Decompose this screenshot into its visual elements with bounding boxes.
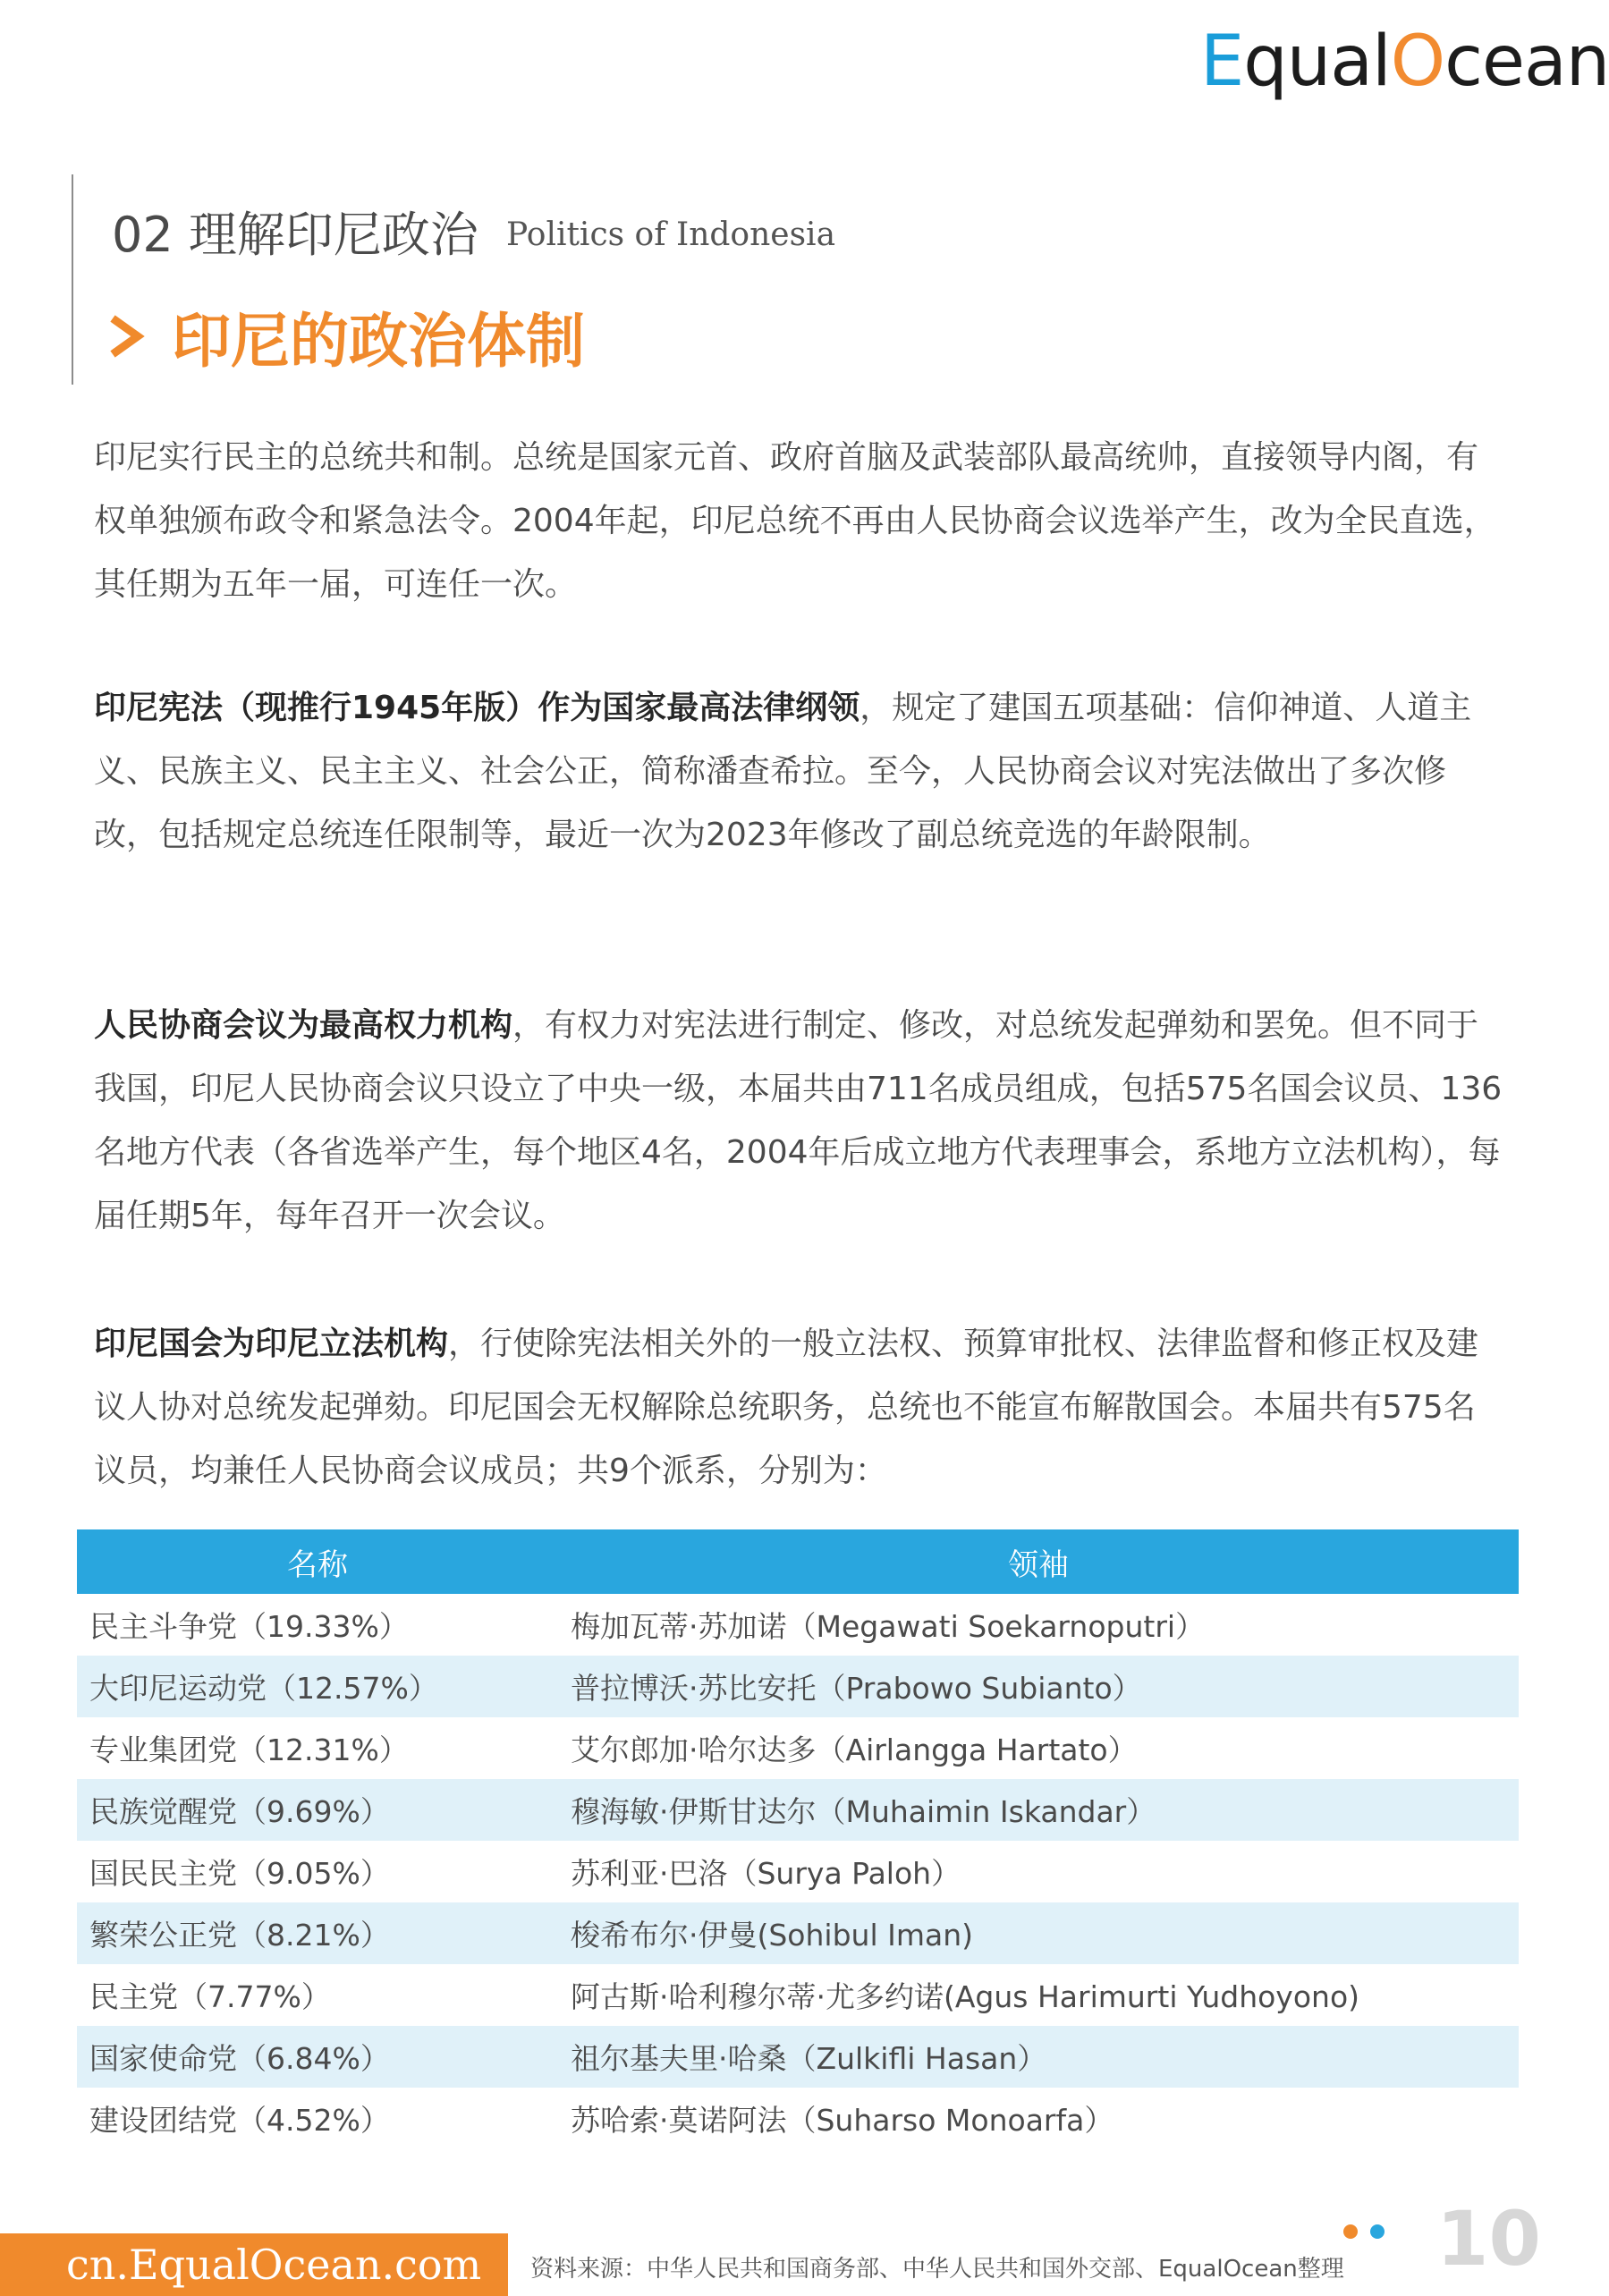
- party-cell: 繁荣公正党（8.21%）: [77, 1902, 558, 1964]
- paragraph-text: ，有权力对宪法进行制定、修改，对总统发起弹劾和罢免。但不同于我国，印尼人民协商会议只设立了中央一级，本届共由711名成员组成，包括575名国会议员、136名地方代表（各省选举产生，每个地区4名，2004年后成立地方代表理事会，系地方立法机构），每届任期5年，每年召开一次会议。: [94, 1007, 1503, 1234]
- paragraph-bold-lead: 人民协商会议为最高权力机构: [94, 1007, 513, 1044]
- party-table: [77, 1529, 1519, 2149]
- page-title: [107, 293, 585, 378]
- table-header-row: [77, 1529, 1519, 1594]
- paragraph-bold-lead: 印尼宪法（现推行1945年版）作为国家最高法律纲领: [94, 690, 860, 726]
- logo-text-qual: qual: [1243, 21, 1391, 102]
- paragraph-presidency: [94, 426, 1507, 616]
- table-row: [77, 1902, 1519, 1964]
- leader-cell: 苏利亚·巴洛（Surya Paloh）: [571, 1856, 961, 1891]
- table-row: [77, 1964, 1519, 2026]
- leader-cell: 阿古斯·哈利穆尔蒂·尤多约诺(Agus Harimurti Yudhoyono): [571, 1979, 1360, 2014]
- column-header-leader: 领袖: [558, 1529, 1519, 1594]
- header-divider: [72, 174, 73, 385]
- column-header-name: 名称: [77, 1529, 558, 1594]
- party-cell: 大印尼运动党（12.57%）: [77, 1656, 558, 1717]
- blue-dot-icon: [1370, 2224, 1385, 2239]
- table-row: [77, 2088, 1519, 2149]
- chevron-right-icon: [107, 313, 145, 360]
- party-cell: 国民民主党（9.05%）: [89, 1856, 390, 1891]
- section-label-en: Politics of Indonesia: [506, 216, 836, 253]
- equalocean-logo: [1200, 21, 1609, 102]
- table-row: [77, 1717, 1519, 1779]
- party-cell: 国家使命党（6.84%）: [77, 2026, 558, 2088]
- footer-website-link[interactable]: cn.EqualOcean.com: [0, 2233, 508, 2296]
- leader-cell: 梭希布尔·伊曼(Sohibul Iman): [558, 1902, 1519, 1964]
- section-label: 02 理解印尼政治: [112, 207, 478, 263]
- party-cell: 专业集团党（12.31%）: [89, 1733, 409, 1767]
- page-title-text: 印尼的政治体制: [172, 307, 585, 376]
- orange-dot-icon: [1343, 2224, 1358, 2239]
- paragraph-mpr: [94, 994, 1507, 1248]
- logo-text-cean: cean: [1444, 21, 1609, 102]
- paragraph-text: ，规定了建国五项基础：信仰神道、人道主义、民族主义、民主主义、社会公正，简称潘查希拉。至今，人民协商会议对宪法做出了多次修改，包括规定总统连任限制等，最近一次为2023年修改了副总统竞选的年龄限制。: [94, 690, 1472, 853]
- leader-cell: 祖尔基夫里·哈桑（Zulkifli Hasan）: [558, 2026, 1519, 2088]
- paragraph-text: 印尼实行民主的总统共和制。总统是国家元首、政府首脑及武装部队最高统帅，直接领导内阁，有权单独颁布政令和紧急法令。2004年起，印尼总统不再由人民协商会议选举产生，改为全民直选，其任期为五年一届，可连任一次。: [94, 439, 1496, 603]
- table-row: [77, 1779, 1519, 1841]
- table-row: [77, 1594, 1519, 1656]
- leader-cell: 苏哈索·莫诺阿法（Suharso Monoarfa）: [571, 2103, 1114, 2138]
- leader-cell: 普拉博沃·苏比安托（Prabowo Subianto）: [558, 1656, 1519, 1717]
- leader-cell: 艾尔郎加·哈尔达多（Airlangga Hartato）: [571, 1733, 1138, 1767]
- table-row: [77, 1841, 1519, 1902]
- paragraph-text: ，行使除宪法相关外的一般立法权、预算审批权、法律监督和修正权及建议人协对总统发起弹劾。印尼国会无权解除总统职务，总统也不能宣布解散国会。本届共有575名议员，均兼任人民协商会议成员；共9个派系，分别为：: [94, 1326, 1479, 1489]
- table-row: [77, 1656, 1519, 1717]
- paragraph-bold-lead: 印尼国会为印尼立法机构: [94, 1326, 449, 1362]
- party-cell: 民主党（7.77%）: [89, 1979, 331, 2014]
- party-cell: 民主斗争党（19.33%）: [89, 1609, 409, 1644]
- page-number: 10: [1436, 2195, 1541, 2283]
- leader-cell: 梅加瓦蒂·苏加诺（Megawati Soekarnoputri）: [571, 1609, 1206, 1644]
- paragraph-constitution: [94, 676, 1507, 867]
- leader-cell: 穆海敏·伊斯甘达尔（Muhaimin Iskandar）: [558, 1779, 1519, 1841]
- logo-e-mark: E: [1200, 21, 1244, 102]
- footer-source-note: 资料来源：中华人民共和国商务部、中华人民共和国外交部、EqualOcean整理: [530, 2256, 1344, 2283]
- table-row: [77, 2026, 1519, 2088]
- paragraph-dpr: [94, 1312, 1507, 1503]
- party-cell: 民族觉醒党（9.69%）: [77, 1779, 558, 1841]
- party-cell: 建设团结党（4.52%）: [89, 2103, 390, 2138]
- logo-o-ring-icon: O: [1390, 21, 1445, 102]
